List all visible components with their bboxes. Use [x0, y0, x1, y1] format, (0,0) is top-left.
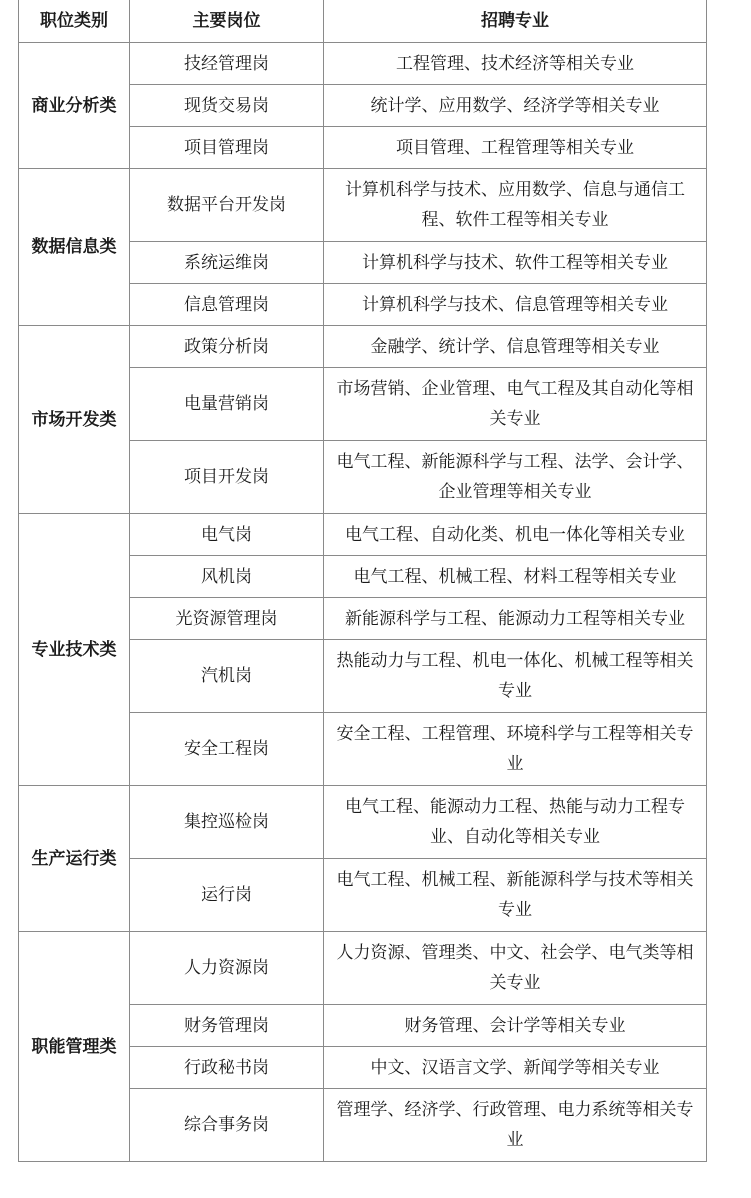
major-cell: 热能动力与工程、机电一体化、机械工程等相关专业	[324, 640, 707, 713]
position-cell: 风机岗	[130, 556, 324, 598]
position-cell: 光资源管理岗	[130, 598, 324, 640]
major-cell: 计算机科学与技术、应用数学、信息与通信工程、软件工程等相关专业	[324, 169, 707, 242]
table-row	[19, 43, 707, 85]
major-cell: 电气工程、机械工程、材料工程等相关专业	[324, 556, 707, 598]
position-cell: 数据平台开发岗	[130, 169, 324, 242]
header-row	[19, 0, 707, 43]
position-cell: 技经管理岗	[130, 43, 324, 85]
major-cell: 人力资源、管理类、中文、社会学、电气类等相关专业	[324, 932, 707, 1005]
category-cell: 生产运行类	[19, 786, 130, 932]
major-cell: 计算机科学与技术、信息管理等相关专业	[324, 284, 707, 326]
position-cell: 信息管理岗	[130, 284, 324, 326]
category-cell: 职能管理类	[19, 932, 130, 1162]
position-cell: 安全工程岗	[130, 713, 324, 786]
major-cell: 电气工程、机械工程、新能源科学与技术等相关专业	[324, 859, 707, 932]
table-row	[19, 932, 707, 1005]
table-row	[19, 514, 707, 556]
major-cell: 电气工程、自动化类、机电一体化等相关专业	[324, 514, 707, 556]
position-cell: 电气岗	[130, 514, 324, 556]
position-cell: 汽机岗	[130, 640, 324, 713]
position-cell: 集控巡检岗	[130, 786, 324, 859]
position-cell: 项目管理岗	[130, 127, 324, 169]
major-cell: 项目管理、工程管理等相关专业	[324, 127, 707, 169]
table-row	[19, 326, 707, 368]
header-major: 招聘专业	[324, 0, 707, 43]
position-cell: 行政秘书岗	[130, 1047, 324, 1089]
major-cell: 管理学、经济学、行政管理、电力系统等相关专业	[324, 1089, 707, 1162]
major-cell: 财务管理、会计学等相关专业	[324, 1005, 707, 1047]
position-cell: 财务管理岗	[130, 1005, 324, 1047]
header-position: 主要岗位	[130, 0, 324, 43]
major-cell: 电气工程、能源动力工程、热能与动力工程专业、自动化等相关专业	[324, 786, 707, 859]
position-cell: 政策分析岗	[130, 326, 324, 368]
major-cell: 市场营销、企业管理、电气工程及其自动化等相关专业	[324, 368, 707, 441]
table-body	[19, 43, 707, 1162]
major-cell: 工程管理、技术经济等相关专业	[324, 43, 707, 85]
position-cell: 电量营销岗	[130, 368, 324, 441]
position-cell: 运行岗	[130, 859, 324, 932]
category-cell: 数据信息类	[19, 169, 130, 326]
major-cell: 电气工程、新能源科学与工程、法学、会计学、企业管理等相关专业	[324, 441, 707, 514]
category-cell: 专业技术类	[19, 514, 130, 786]
major-cell: 计算机科学与技术、软件工程等相关专业	[324, 242, 707, 284]
position-cell: 现货交易岗	[130, 85, 324, 127]
header-category: 职位类别	[19, 0, 130, 43]
recruitment-table	[18, 0, 707, 1162]
major-cell: 安全工程、工程管理、环境科学与工程等相关专业	[324, 713, 707, 786]
position-cell: 项目开发岗	[130, 441, 324, 514]
table-row	[19, 786, 707, 859]
major-cell: 统计学、应用数学、经济学等相关专业	[324, 85, 707, 127]
position-cell: 系统运维岗	[130, 242, 324, 284]
major-cell: 中文、汉语言文学、新闻学等相关专业	[324, 1047, 707, 1089]
major-cell: 金融学、统计学、信息管理等相关专业	[324, 326, 707, 368]
major-cell: 新能源科学与工程、能源动力工程等相关专业	[324, 598, 707, 640]
category-cell: 市场开发类	[19, 326, 130, 514]
table-row	[19, 169, 707, 242]
position-cell: 人力资源岗	[130, 932, 324, 1005]
category-cell: 商业分析类	[19, 43, 130, 169]
position-cell: 综合事务岗	[130, 1089, 324, 1162]
